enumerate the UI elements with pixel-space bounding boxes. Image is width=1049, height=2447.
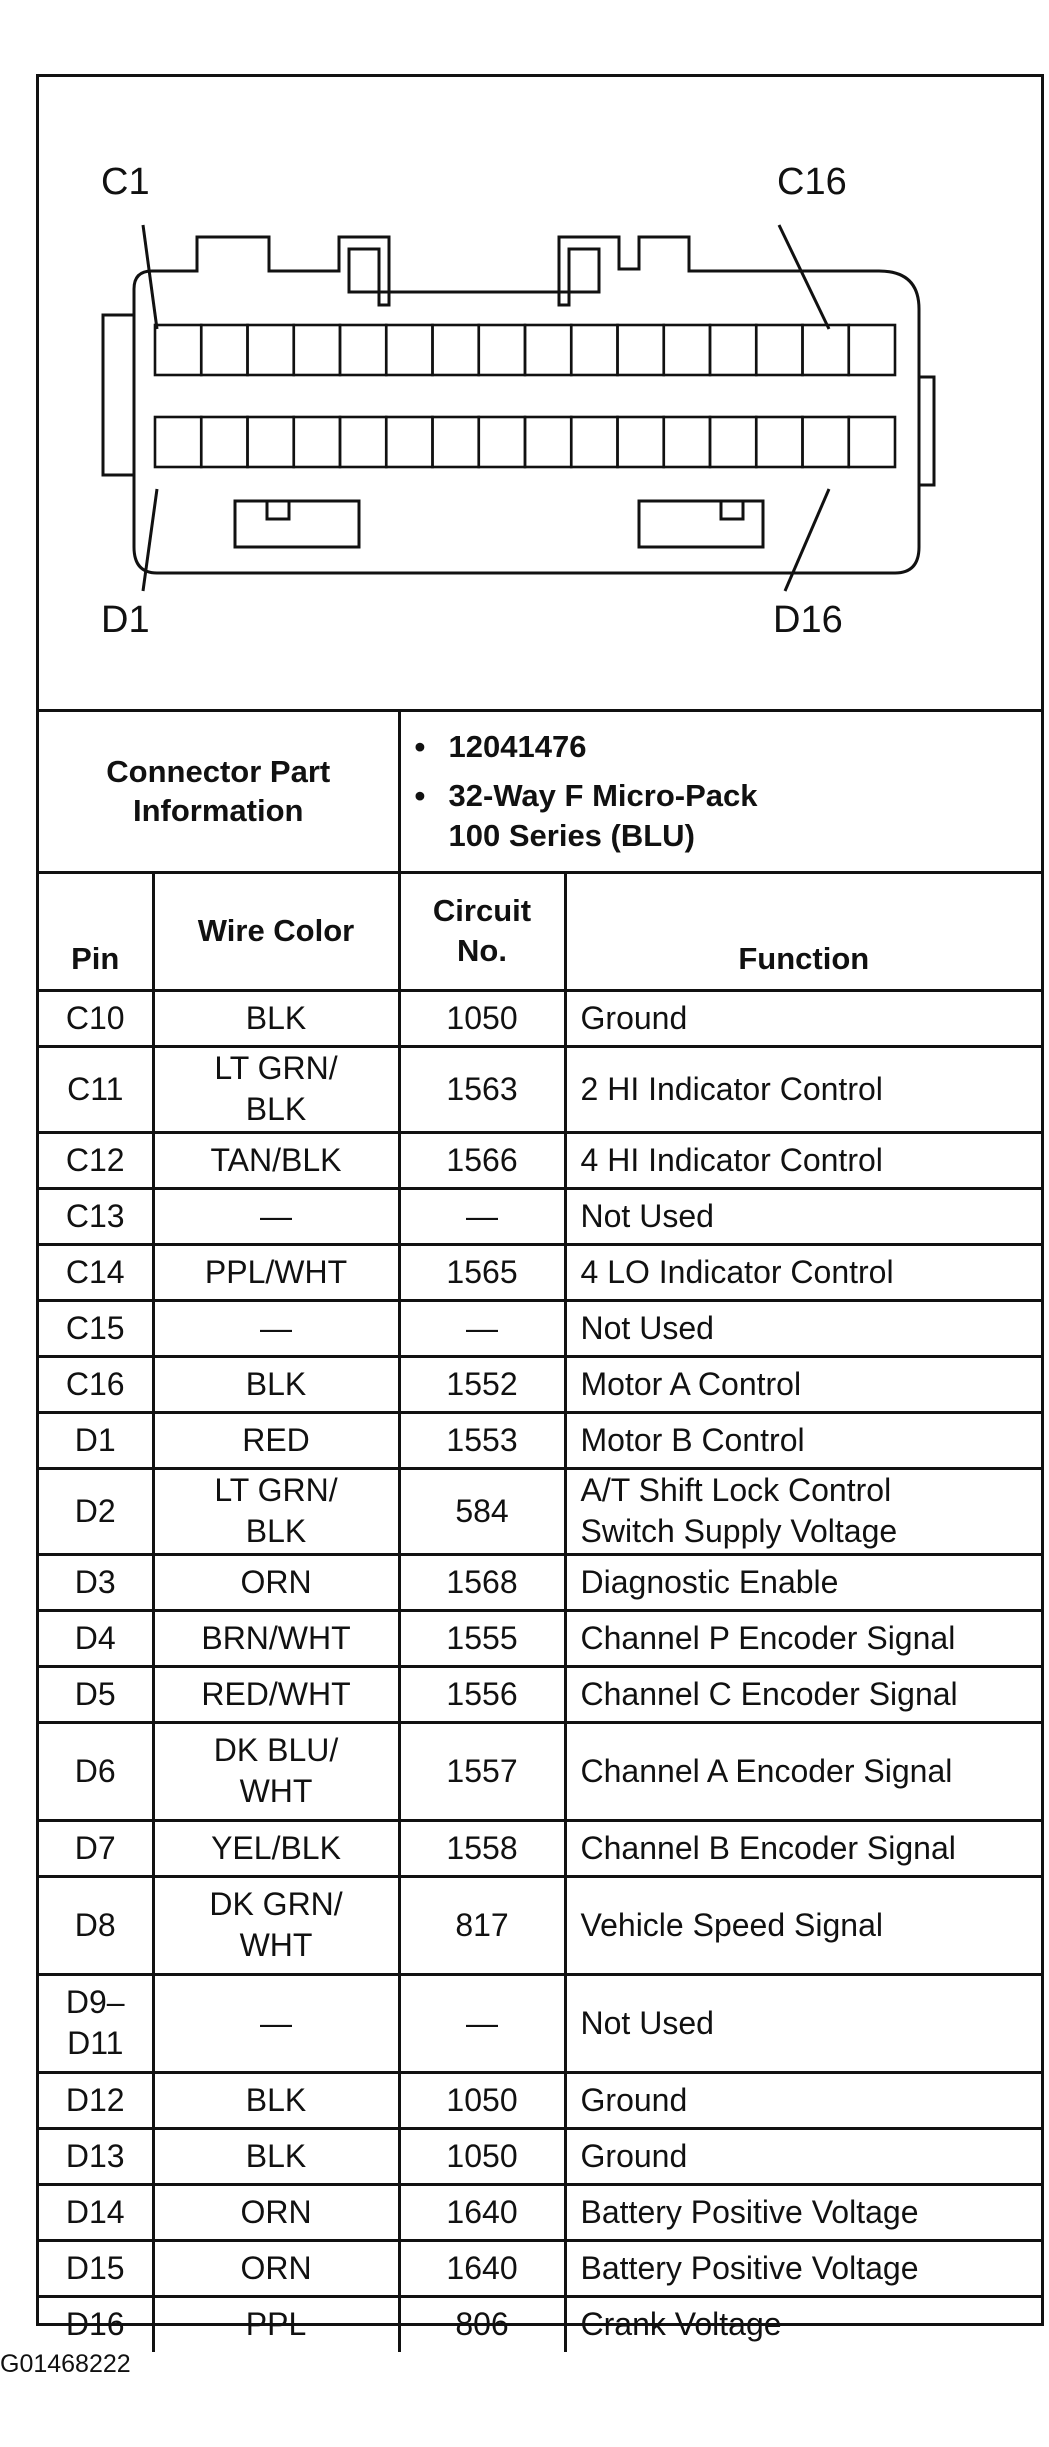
wire-color-cell: ORN: [153, 2240, 399, 2296]
circuit-cell: 1552: [399, 1356, 565, 1412]
left-lock-notch: [267, 501, 289, 519]
cavity-c10: [571, 325, 617, 375]
table-row: [39, 2128, 1041, 2184]
cavity-d6: [386, 417, 432, 467]
d16-leader: [785, 489, 829, 591]
cavity-d8: [479, 417, 525, 467]
cavity-d2: [201, 417, 247, 467]
cavity-c8: [479, 325, 525, 375]
function-cell: Ground: [565, 2128, 1041, 2184]
function-cell: 4 HI Indicator Control: [565, 1132, 1041, 1188]
pin-cell: D5: [39, 1666, 153, 1722]
table-row: [39, 1188, 1041, 1244]
cavity-d7: [433, 417, 479, 467]
cavity-c1: [155, 325, 201, 375]
pin-cell: C10: [39, 990, 153, 1046]
c16-leader: [779, 225, 829, 329]
table-row: [39, 1468, 1041, 1554]
cavity-c6: [386, 325, 432, 375]
pin-cell: D13: [39, 2128, 153, 2184]
circuit-cell: —: [399, 1188, 565, 1244]
pin-cell: D6: [39, 1722, 153, 1820]
part-number: • 12041476: [414, 728, 587, 764]
cavity-d12: [664, 417, 710, 467]
left-lock-slot: [235, 501, 359, 547]
function-cell: Ground: [565, 990, 1041, 1046]
wire-color-cell: PPL/WHT: [153, 1244, 399, 1300]
circuit-cell: 584: [399, 1468, 565, 1554]
wire-color-cell: LT GRN/ BLK: [153, 1046, 399, 1132]
cavity-d4: [294, 417, 340, 467]
function-cell: Vehicle Speed Signal: [565, 1876, 1041, 1974]
pin-cell: C13: [39, 1188, 153, 1244]
wire-color-cell: —: [153, 1300, 399, 1356]
function-cell: Channel A Encoder Signal: [565, 1722, 1041, 1820]
header-circuit-no: Circuit No.: [399, 872, 565, 990]
circuit-cell: 1555: [399, 1610, 565, 1666]
function-cell: 4 LO Indicator Control: [565, 1244, 1041, 1300]
label-c1: C1: [101, 161, 150, 203]
table-row: [39, 1722, 1041, 1820]
connector-info-list: [399, 712, 1041, 872]
wire-color-cell: LT GRN/ BLK: [153, 1468, 399, 1554]
table-row: [39, 1666, 1041, 1722]
cavity-c12: [664, 325, 710, 375]
function-cell: Diagnostic Enable: [565, 1554, 1041, 1610]
function-cell: Not Used: [565, 1300, 1041, 1356]
circuit-cell: —: [399, 1300, 565, 1356]
table-row: [39, 1244, 1041, 1300]
pinout-table: [39, 712, 1041, 2352]
circuit-cell: 1563: [399, 1046, 565, 1132]
circuit-cell: 1640: [399, 2240, 565, 2296]
cavity-c15: [803, 325, 849, 375]
function-cell: Battery Positive Voltage: [565, 2184, 1041, 2240]
cavity-d3: [248, 417, 294, 467]
function-cell: 2 HI Indicator Control: [565, 1046, 1041, 1132]
function-cell: Motor B Control: [565, 1412, 1041, 1468]
pin-cell: D16: [39, 2296, 153, 2352]
circuit-cell: —: [399, 1974, 565, 2072]
wire-color-cell: TAN/BLK: [153, 1132, 399, 1188]
table-row: [39, 1876, 1041, 1974]
wire-color-cell: BRN/WHT: [153, 1610, 399, 1666]
pin-cell: D9– D11: [39, 1974, 153, 2072]
cavity-c7: [433, 325, 479, 375]
pin-cell: D4: [39, 1610, 153, 1666]
pin-cell: D14: [39, 2184, 153, 2240]
figure-reference: G01468222: [0, 2350, 131, 2378]
wire-color-cell: BLK: [153, 2128, 399, 2184]
connector-face-drawing: [39, 77, 1041, 709]
circuit-cell: 1553: [399, 1412, 565, 1468]
connector-info-row: [39, 712, 1041, 872]
pin-cell: C11: [39, 1046, 153, 1132]
wire-color-cell: —: [153, 1974, 399, 2072]
label-c16: C16: [777, 161, 847, 203]
function-cell: Motor A Control: [565, 1356, 1041, 1412]
connector-sheet: [36, 74, 1044, 2343]
function-cell: Not Used: [565, 1188, 1041, 1244]
cavity-d15: [803, 417, 849, 467]
connector-info-title: Connector Part Information: [39, 712, 399, 872]
wire-color-cell: DK GRN/ WHT: [153, 1876, 399, 1974]
cavity-d16: [849, 417, 895, 467]
wire-color-cell: RED: [153, 1412, 399, 1468]
connector-diagram: [39, 77, 1041, 712]
circuit-cell: 1050: [399, 990, 565, 1046]
wire-color-cell: YEL/BLK: [153, 1820, 399, 1876]
cavity-d14: [756, 417, 802, 467]
function-cell: Battery Positive Voltage: [565, 2240, 1041, 2296]
header-function: Function: [565, 872, 1041, 990]
table-row: [39, 1412, 1041, 1468]
left-side-tab: [103, 315, 134, 475]
cavity-c13: [710, 325, 756, 375]
table-row: [39, 990, 1041, 1046]
cavity-c5: [340, 325, 386, 375]
circuit-cell: 1640: [399, 2184, 565, 2240]
cavity-d11: [618, 417, 664, 467]
circuit-cell: 1565: [399, 1244, 565, 1300]
cavity-d5: [340, 417, 386, 467]
pin-cell: C15: [39, 1300, 153, 1356]
cavity-c2: [201, 325, 247, 375]
table-row: [39, 1300, 1041, 1356]
table-row: [39, 1610, 1041, 1666]
connector-series: 100 Series (BLU): [448, 818, 695, 854]
cavity-d1: [155, 417, 201, 467]
circuit-cell: 1050: [399, 2072, 565, 2128]
circuit-cell: 1557: [399, 1722, 565, 1820]
pin-cell: D1: [39, 1412, 153, 1468]
circuit-cell: 1568: [399, 1554, 565, 1610]
cavity-c14: [756, 325, 802, 375]
wire-color-cell: —: [153, 1188, 399, 1244]
circuit-cell: 806: [399, 2296, 565, 2352]
c1-leader: [143, 225, 157, 329]
connector-type: • 32-Way F Micro-Pack: [414, 778, 758, 814]
wire-color-cell: RED/WHT: [153, 1666, 399, 1722]
wire-color-cell: BLK: [153, 990, 399, 1046]
table-row: [39, 1974, 1041, 2072]
cavity-d13: [710, 417, 756, 467]
right-side-tab: [919, 377, 934, 485]
pin-cell: D2: [39, 1468, 153, 1554]
cavity-c11: [618, 325, 664, 375]
table-row: [39, 1046, 1041, 1132]
circuit-cell: 1050: [399, 2128, 565, 2184]
cavity-c4: [294, 325, 340, 375]
pin-cell: D7: [39, 1820, 153, 1876]
function-cell: Not Used: [565, 1974, 1041, 2072]
table-row: [39, 1554, 1041, 1610]
function-cell: Channel C Encoder Signal: [565, 1666, 1041, 1722]
function-cell: Crank Voltage: [565, 2296, 1041, 2352]
function-cell: Channel P Encoder Signal: [565, 1610, 1041, 1666]
pin-cell: C16: [39, 1356, 153, 1412]
wire-color-cell: DK BLU/ WHT: [153, 1722, 399, 1820]
wire-color-cell: ORN: [153, 1554, 399, 1610]
wire-color-cell: ORN: [153, 2184, 399, 2240]
circuit-cell: 1556: [399, 1666, 565, 1722]
right-lock-notch: [721, 501, 743, 519]
table-row: [39, 2072, 1041, 2128]
circuit-cell: 1558: [399, 1820, 565, 1876]
cavity-d10: [571, 417, 617, 467]
cavity-d9: [525, 417, 571, 467]
table-row: [39, 2296, 1041, 2352]
d1-leader: [143, 489, 157, 591]
pin-cell: D15: [39, 2240, 153, 2296]
label-d1: D1: [101, 599, 150, 641]
pin-cell: C14: [39, 1244, 153, 1300]
function-cell: A/T Shift Lock Control Switch Supply Voltage: [565, 1468, 1041, 1554]
circuit-cell: 1566: [399, 1132, 565, 1188]
header-pin: Pin: [39, 872, 153, 990]
function-cell: Ground: [565, 2072, 1041, 2128]
table-row: [39, 1356, 1041, 1412]
cavity-c16: [849, 325, 895, 375]
header-wire-color: Wire Color: [153, 872, 399, 990]
cavity-c3: [248, 325, 294, 375]
circuit-cell: 817: [399, 1876, 565, 1974]
header-row: [39, 872, 1041, 990]
connector-body-outline: [134, 237, 919, 573]
table-row: [39, 1820, 1041, 1876]
function-cell: Channel B Encoder Signal: [565, 1820, 1041, 1876]
pin-cell: D8: [39, 1876, 153, 1974]
pin-cell: D12: [39, 2072, 153, 2128]
wire-color-cell: PPL: [153, 2296, 399, 2352]
wire-color-cell: BLK: [153, 1356, 399, 1412]
pin-cell: C12: [39, 1132, 153, 1188]
wire-color-cell: BLK: [153, 2072, 399, 2128]
table-row: [39, 2240, 1041, 2296]
label-d16: D16: [773, 599, 843, 641]
table-row: [39, 2184, 1041, 2240]
cavity-c9: [525, 325, 571, 375]
table-row: [39, 1132, 1041, 1188]
pin-cell: D3: [39, 1554, 153, 1610]
